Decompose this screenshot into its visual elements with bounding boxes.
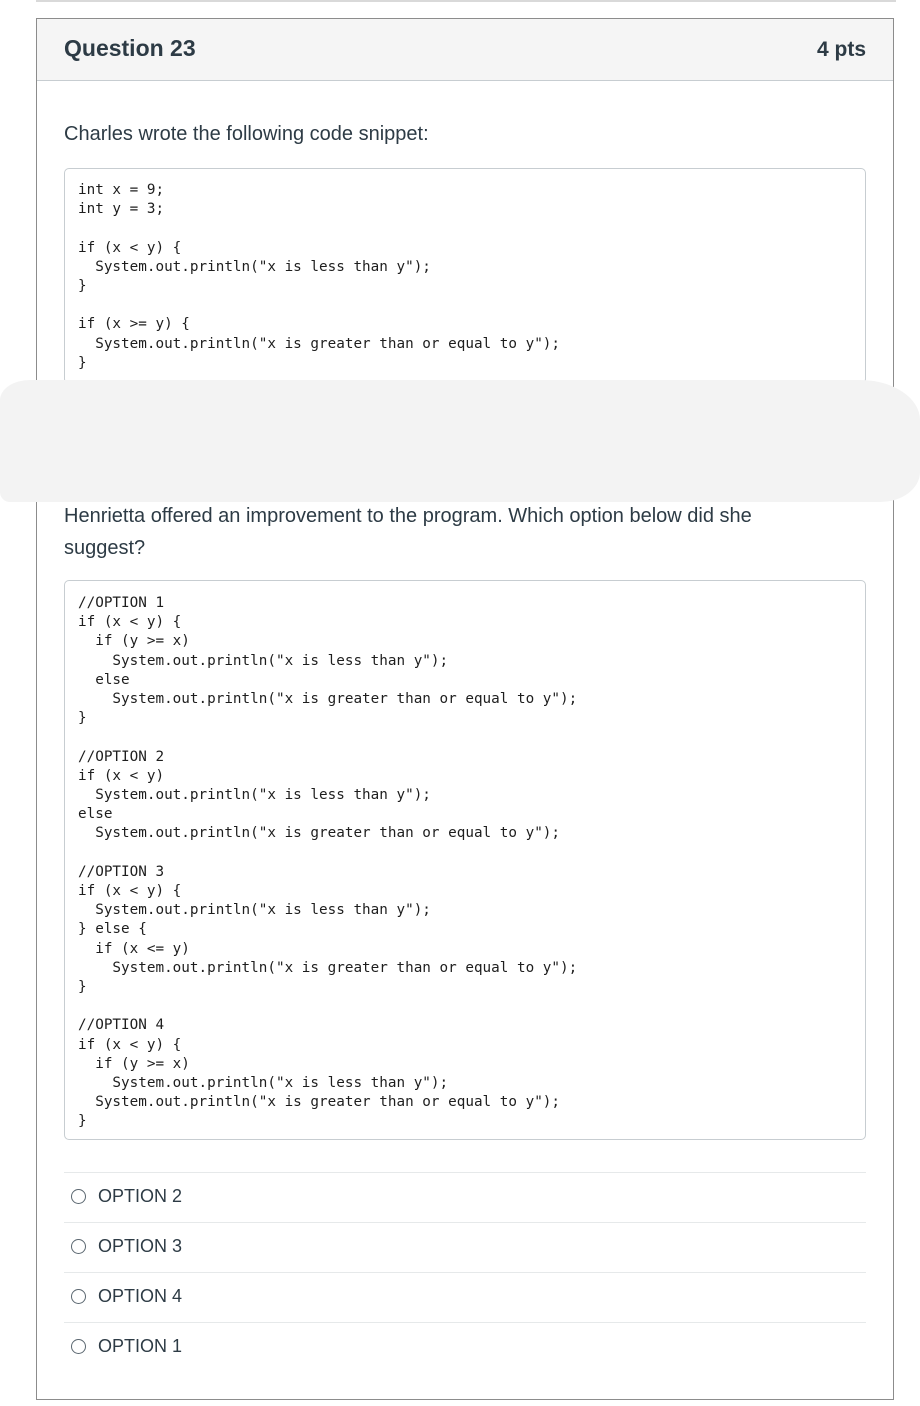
radio-button[interactable]	[71, 1239, 86, 1254]
prompt-text-2: Henrietta offered an improvement to the program. Which option below did she suggest?	[64, 505, 752, 559]
top-divider	[36, 0, 896, 2]
code-original: int x = 9; int y = 3; if (x < y) { System.out.println("x is less than y"); } if (x >= y) { System.out.println("x is greater than or equal to y"); }	[78, 182, 561, 371]
code-block-original	[64, 168, 866, 384]
answer-option-4[interactable]	[64, 1272, 866, 1322]
answer-option-1[interactable]	[64, 1322, 866, 1372]
question-header	[37, 19, 893, 81]
code-options: //OPTION 1 if (x < y) { if (y >= x) System.out.println("x is less than y"); else System.out.println("x is greater than or equal to y"); } //OPTION 2 if (x < y) System.out.println("x is less than y"); else System.out.println("x is greater than or equal to y"); //OPTION 3 if (x < y) { System.out.println("x is less than y"); } else { if (x <= y) System.out.println("x is greater than or equal to y"); } //OPTION 4 if (x < y) { if (y >= x) System.out.println("x is less than y"); System.out.println("x is greater than or equal to y"); }	[78, 595, 578, 1130]
question-title: Question 23	[64, 35, 196, 61]
answer-option-2[interactable]	[64, 1172, 866, 1222]
photo-glare	[0, 380, 920, 502]
question-points: 4 pts	[816, 38, 866, 61]
answer-list	[64, 1172, 866, 1372]
radio-button[interactable]	[71, 1339, 86, 1354]
code-block-options	[64, 580, 866, 1140]
answer-label: OPTION 2	[98, 1186, 183, 1206]
prompt-text-1: Charles wrote the following code snippet:	[64, 123, 429, 145]
answer-option-3[interactable]	[64, 1222, 866, 1272]
radio-button[interactable]	[71, 1189, 86, 1204]
radio-button[interactable]	[71, 1289, 86, 1304]
answer-label: OPTION 4	[98, 1286, 183, 1306]
answer-label: OPTION 1	[98, 1336, 183, 1356]
answer-label: OPTION 3	[98, 1236, 183, 1256]
